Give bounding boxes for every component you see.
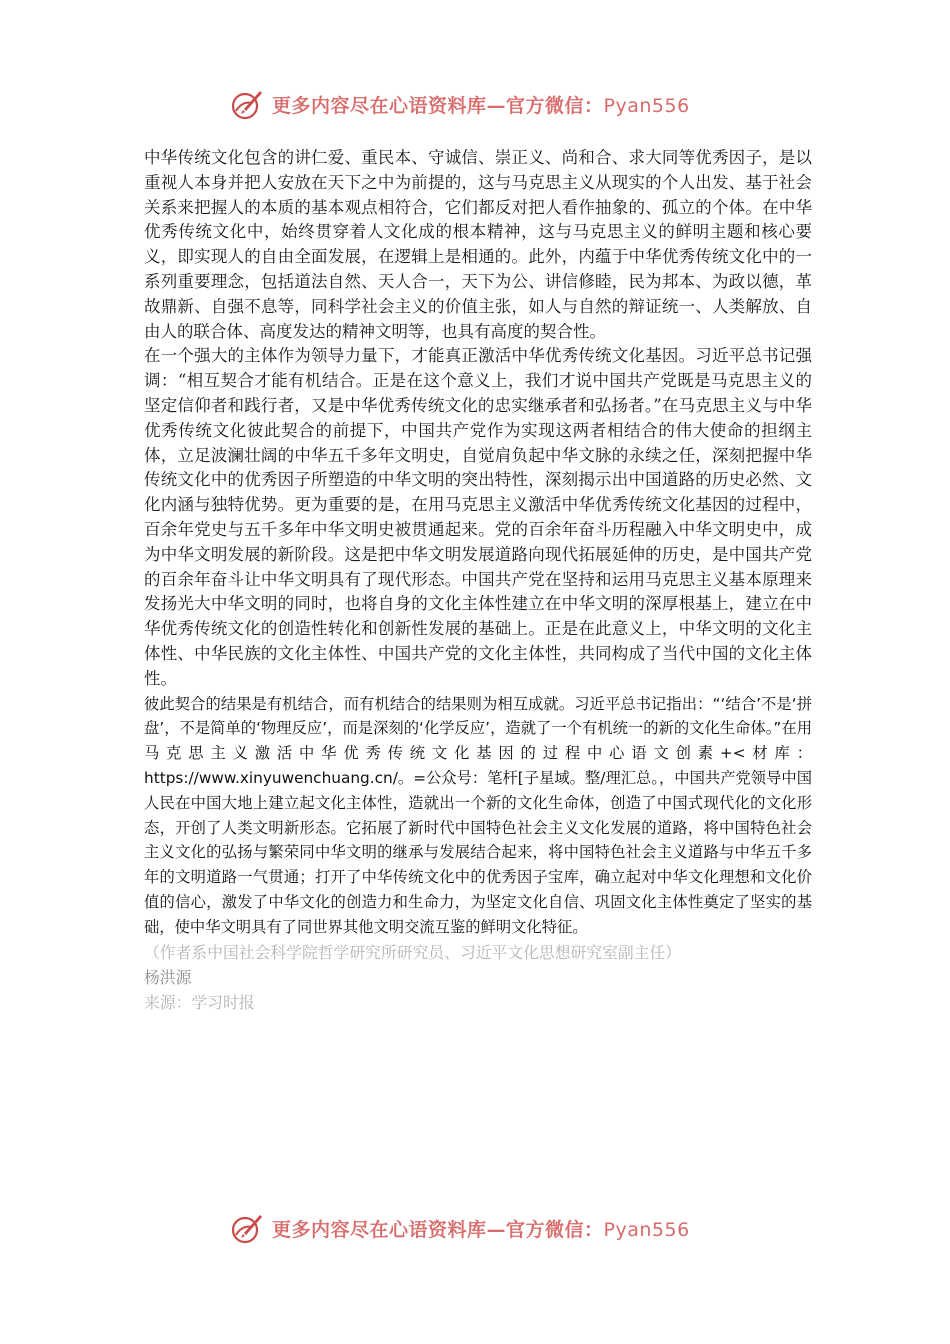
paragraph-3: 彼此契合的结果是有机结合，而有机结合的结果则为相互成就。习近平总书记指出：“‘结合’不是‘拼盘’，不是简单的‘物理反应’，而是深刻的‘化学反应’，造就了一个有机统一的新的文化生命体。”在用马克思主义激活中华优秀传统文化基因的过程中心语文创素+<材库：https://www.xinyuwenchuang.cn/。=公众号：笔杆[子星域。整/理汇总。，中国共产党领导中国人民在中国大地上建立起文化主体性，造就出一个新的文化生命体，创造了中国式现代化的文化形态，开创了人类文明新形态。它拓展了新时代中国特色社会主义文化发展的道路，将中国特色社会主义文化的弘扬与繁荣同中华文明的继承与发展结合起来，将中国特色社会主义道路与中华五千多年的文明道路一气贯通；打开了中华传统文化中的优秀因子宝库，确立起对中华文化理想和文化价值的信心，激发了中华文化的创造力和生命力，为坚定文化自信、巩固文化主体性奠定了坚实的基础，使中华文明具有了同世界其他文明交流互鉴的鲜明文化特征。 xyxy=(144,694,812,936)
watermark-text: 更多内容尽在心语资料库—官方微信：Pyan556 xyxy=(272,1218,690,1241)
source-line: 来源：学习时报 xyxy=(144,992,255,1012)
watermark-footer xyxy=(230,1208,690,1248)
pen-logo-icon xyxy=(230,1211,264,1245)
article-body xyxy=(144,146,812,1015)
watermark-handle: Pyan556 xyxy=(603,94,690,117)
paragraph-2: 在一个强大的主体作为领导力量下，才能真正激活中华优秀传统文化基因。习近平总书记强调：“相互契合才能有机结合。正是在这个意义上，我们才说中国共产党既是马克思主义的坚定信仰者和践行者，又是中华优秀传统文化的忠实继承者和弘扬者。”在马克思主义与中华优秀传统文化彼此契合的前提下，中国共产党作为实现这两者相结合的伟大使命的担纲主体，立足波澜壮阔的中华五千多年文明史，自觉肩负起中华文脉的永续之任，深刻把握中华传统文化中的优秀因子所塑造的中华文明的突出特性，深刻揭示出中国道路的历史必然、文化内涵与独特优势。更为重要的是，在用马克思主义激活中华优秀传统文化基因的过程中，百余年党史与五千多年中华文明史被贯通起来。党的百余年奋斗历程融入中华文明史中，成为中华文明发展的新阶段。这是把中华文明发展道路向现代拓展延伸的历史，是中国共产党的百余年奋斗让中华文明具有了现代形态。中国共产党在坚持和运用马克思主义基本原理来发扬光大中华文明的同时，也将自身的文化主体性建立在中华文明的深厚根基上，建立在中华优秀传统文化的创造性转化和创新性发展的基础上。正是在此意义上，中华文明的文化主体性、中华民族的文化主体性、中国共产党的文化主体性，共同构成了当代中国的文化主体性。 xyxy=(144,346,812,688)
watermark-handle: Pyan556 xyxy=(603,1218,690,1241)
paragraph-1: 中华传统文化包含的讲仁爱、重民本、守诚信、崇正义、尚和合、求大同等优秀因子，是以重视人本身并把人安放在天下之中为前提的，这与马克思主义从现实的个人出发、基于社会关系来把握人的本质的基本观点相符合，它们都反对把人看作抽象的、孤立的个体。在中华优秀传统文化中，始终贯穿着人文化成的根本精神，这与马克思主义的鲜明主题和核心要义，即实现人的自由全面发展，在逻辑上是相通的。此外，内蕴于中华优秀传统文化中的一系列重要理念，包括道法自然、天人合一，天下为公、讲信修睦，民为邦本、为政以德，革故鼎新、自强不息等，同科学社会主义的价值主张，如人与自然的辩证统一、人类解放、自由人的联合体、高度发达的精神文明等，也具有高度的契合性。 xyxy=(144,148,812,341)
pen-logo-icon xyxy=(230,87,264,121)
author-note: （作者系中国社会科学院哲学研究所研究员、习近平文化思想研究室副主任） xyxy=(144,942,682,962)
watermark-text: 更多内容尽在心语资料库—官方微信：Pyan556 xyxy=(272,94,690,117)
watermark-header xyxy=(230,84,690,124)
author-name: 杨洪源 xyxy=(144,967,192,987)
